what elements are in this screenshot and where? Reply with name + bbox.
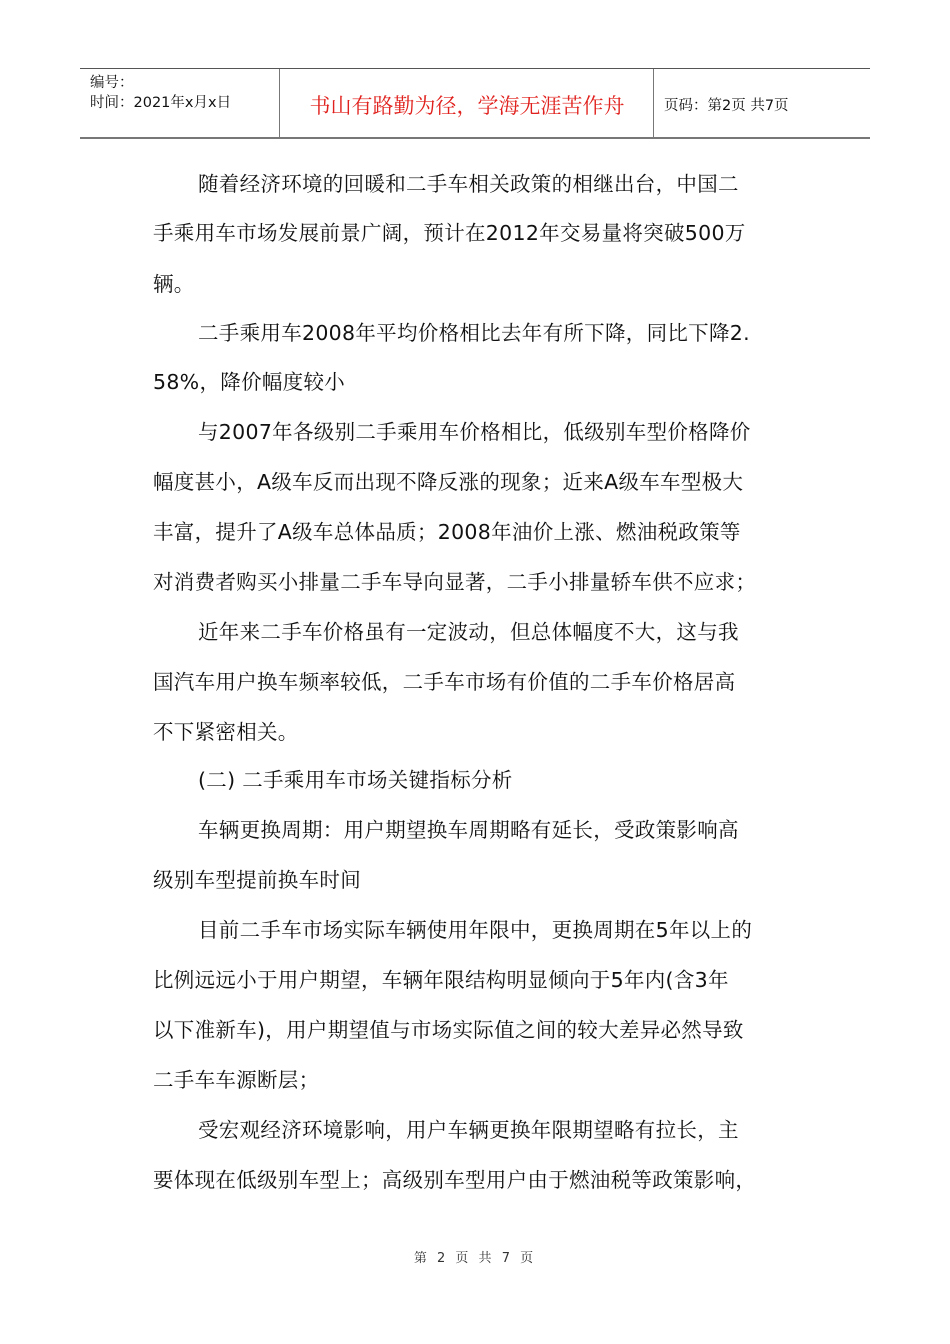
text-line: 二手乘用车2008年平均价格相比去年有所下降，同比下降2. (198, 321, 750, 345)
text-line: 以下准新车)，用户期望值与市场实际值之间的较大差异必然导致 (153, 1018, 744, 1042)
text-line: 不下紧密相关。 (153, 720, 299, 744)
text-line: 目前二手车市场实际车辆使用年限中，更换周期在5年以上的 (198, 918, 753, 942)
text-line: 对消费者购买小排量二手车导向显著，二手小排量轿车供不应求； (153, 570, 757, 594)
text-line: 二手车车源断层； (153, 1068, 320, 1092)
text-line: 手乘用车市场发展前景广阔，预计在2012年交易量将突破500万 (153, 221, 746, 245)
text-line: (二) 二手乘用车市场关键指标分析 (198, 768, 513, 792)
text-line: 级别车型提前换车时间 (153, 868, 361, 892)
page-footer: 第 2 页 共 7 页 (413, 1251, 537, 1266)
page-header (80, 68, 870, 139)
text-line: 辆。 (153, 272, 195, 296)
text-line: 国汽车用户换车频率较低，二手车市场有价值的二手车价格居高 (153, 670, 736, 694)
text-line: 与2007年各级别二手乘用车价格相比，低级别车型价格降价 (198, 420, 751, 444)
header-motto: 书山有路勤为径，学海无涯苦作舟 (281, 69, 654, 137)
header-meta (80, 69, 280, 137)
text-line: 车辆更换周期：用户期望换车周期略有延长，受政策影响高 (198, 818, 739, 842)
text-line: 58%，降价幅度较小 (153, 370, 346, 394)
doc-number-label: 编号： (90, 75, 134, 91)
text-line: 幅度甚小，A级车反而出现不降反涨的现象；近来A级车车型极大 (153, 470, 744, 494)
text-line: 比例远远小于用户期望，车辆年限结构明显倾向于5年内(含3年 (153, 968, 729, 992)
doc-date: 时间：2021年x月x日 (90, 95, 232, 111)
text-line: 近年来二手车价格虽有一定波动，但总体幅度不大，这与我 (198, 620, 739, 644)
text-line: 随着经济环境的回暖和二手车相关政策的相继出台，中国二 (198, 172, 739, 196)
text-line: 要体现在低级别车型上；高级别车型用户由于燃油税等政策影响， (153, 1168, 757, 1192)
text-line: 受宏观经济环境影响，用户车辆更换年限期望略有拉长，主 (198, 1118, 739, 1142)
header-page-info: 页码：第2页 共7页 (664, 97, 789, 114)
text-line: 丰富，提升了A级车总体品质；2008年油价上涨、燃油税政策等 (153, 520, 741, 544)
